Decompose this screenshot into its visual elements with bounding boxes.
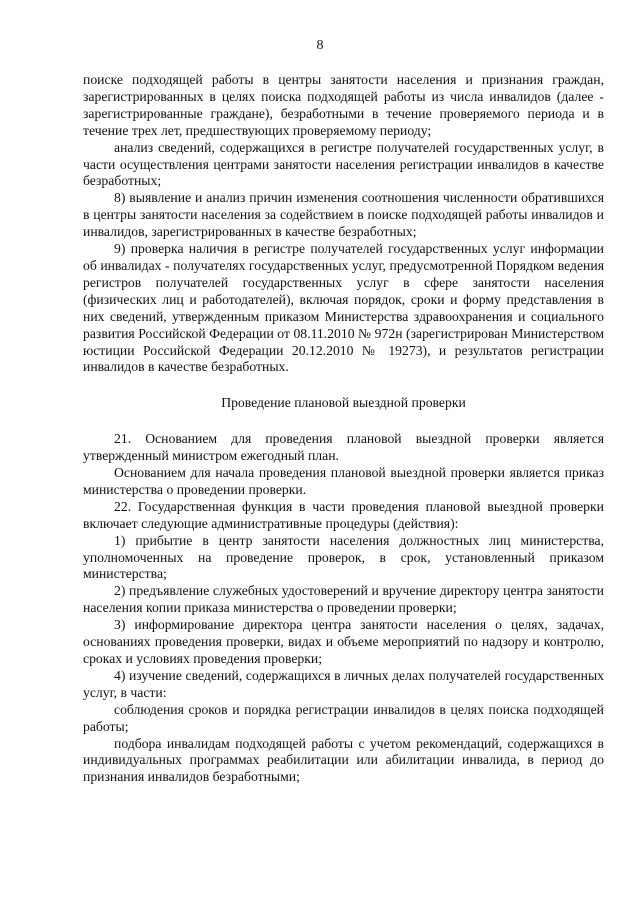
paragraph: 3) информирование директора центра занятости населения о целях, задачах, основаниях проведения проверки, видах и объеме мероприятий по надзору и контролю, сроках и условиях проведения проверки; — [83, 617, 604, 666]
paragraph: 21. Основанием для проведения плановой выездной проверки является утвержденный министром ежегодный план. — [83, 431, 604, 464]
paragraph: 2) предъявление служебных удостоверений и вручение директору центра занятости населения копии приказа министерства о проведении проверки; — [83, 583, 604, 616]
paragraph: 4) изучение сведений, содержащихся в личных делах получателей государственных услуг, в части: — [83, 667, 604, 700]
paragraph: Основанием для начала проведения плановой выездной проверки является приказ министерства о проведении проверки. — [83, 465, 604, 497]
paragraph: поиске подходящей работы в центры занятости населения и признания граждан, зарегистрированных в целях поиска подходящей работы из числа инвалидов (далее - зарегистрированные граждане), безработными в течение проверяемого периода и в течение трех лет, предшествующих проверяемому периоду; — [83, 72, 604, 138]
paragraph: соблюдения сроков и порядка регистрации инвалидов в целях поиска подходящей работы; — [83, 701, 604, 734]
paragraph: подбора инвалидам подходящей работы с учетом рекомендаций, содержащихся в индивидуальных программах реабилитации или абилитации инвалида, в период до признания инвалидов безработными; — [83, 735, 604, 785]
section-heading: Проведение плановой выездной проверки — [221, 395, 466, 411]
paragraph: 22. Государственная функция в части проведения плановой выездной проверки включает следующие административные процедуры (действия): — [83, 498, 604, 531]
document-body — [83, 72, 604, 786]
paragraph: анализ сведений, содержащихся в регистре получателей государственных услуг, в части осуществления центрами занятости населения регистрации инвалидов в качестве безработных; — [83, 139, 604, 189]
paragraph: 8) выявление и анализ причин изменения соотношения численности обратившихся в центры занятости населения за содействием в поиске подходящей работы инвалидов и инвалидов, зарегистрированных в качестве безработных; — [83, 190, 604, 240]
paragraph: 1) прибытие в центр занятости населения должностных лиц министерства, уполномоченных на проведение проверок, в срок, установленный приказом министерства; — [83, 532, 604, 582]
paragraph: 9) проверка наличия в регистре получателей государственных услуг информации об инвалидах - получателях государственных услуг, предусмотренной Порядком ведения регистров получателей государственных услуг в сфере занятости населения (физических лиц и работодателей), включая порядок, сроки и форму представления в них сведений, утвержденным приказом Министерства здравоохранения и социального развития Российской Федерации от 08.11.2010 № 972н (зарегистрирован Министерством юстиции Российской Федерации 20.12.2010 № 19273), и результатов регистрации инвалидов в качестве безработных. — [83, 241, 604, 375]
page-number: 8 — [316, 38, 324, 53]
